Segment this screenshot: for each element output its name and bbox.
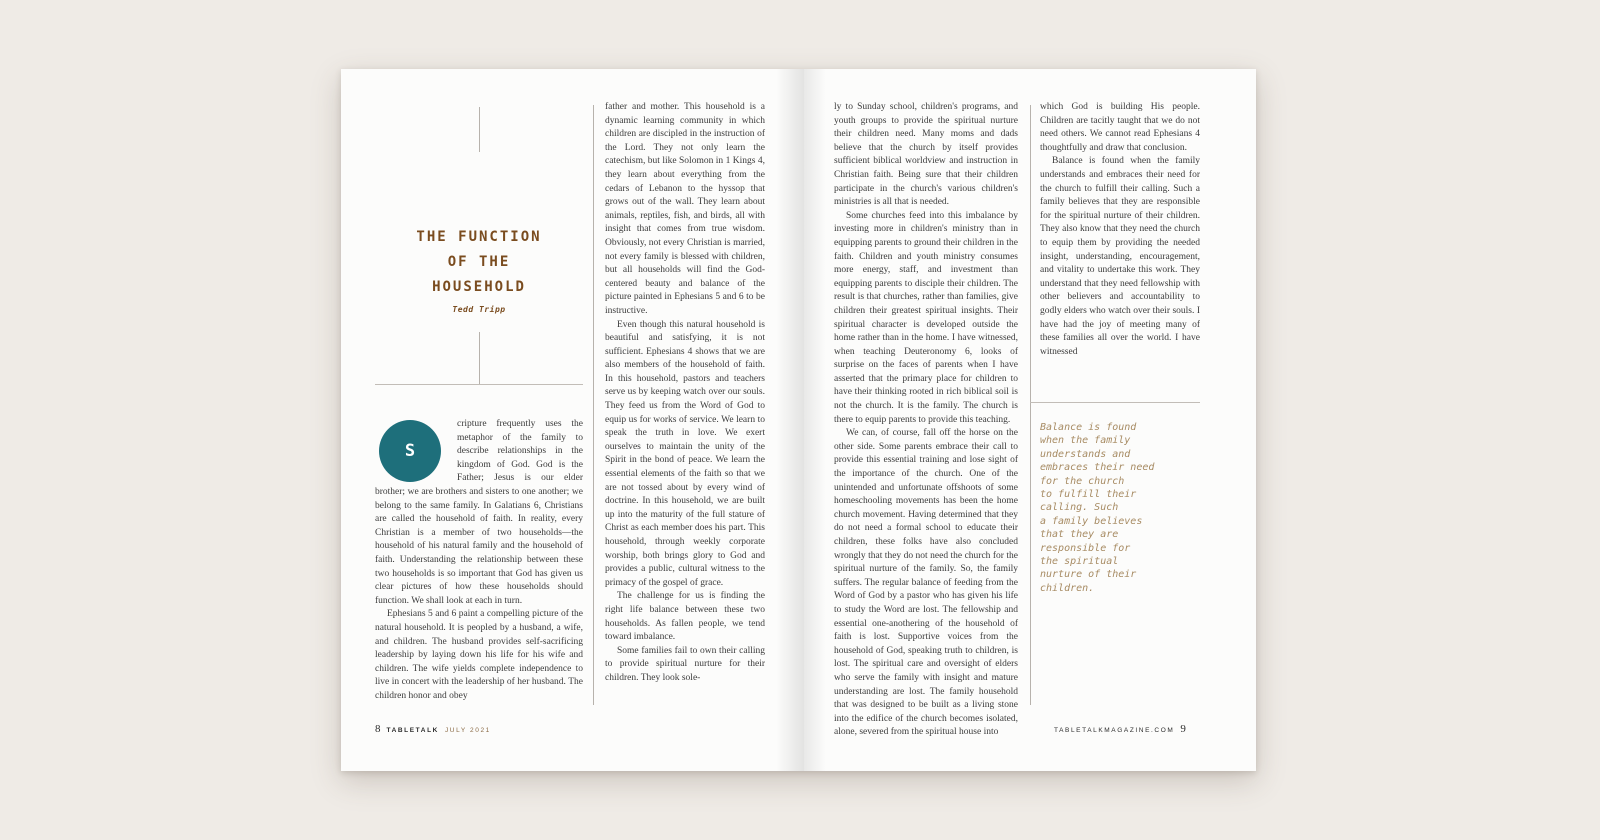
col2-paragraph: Even though this natural household is beautiful and satisfying, it is not sufficient. Ephesians 4 shows that we are also members of the household of faith. In this household, pastors and teachers serve us by keeping watch over our souls. They feed us from the Word of God to equip us for works of service. We learn to speak the truth in love. We exert ourselves to maintain the unity of the Spirit in the bond of peace. We learn the essential elements of the faith so that we are not tossed about by every wind of doctrine. In this household, we are built up into the maturity of the full stature of Christ as each member does his part. This household, through weekly corporate worship, both brings glory to God and provides a public, cultural witness to the primacy of the gospel of grace. — [605, 319, 765, 588]
folio-brand: TABLETALK — [386, 727, 439, 734]
title-line-2: OF THE — [447, 254, 511, 270]
drop-cap: S — [379, 420, 441, 482]
column-3 — [834, 101, 1018, 740]
left-folio — [375, 723, 491, 735]
col4-paragraph: Balance is found when the family understands and embraces their need for the church to fulfill their calling. Such a family believes that they are responsible for the spiritual nurture of their children. They also know that they need the church to equip them by providing the needed insight, understanding, encouragement, and vitality to undertake this work. They understand that they need fellowship with other believers and accountability to godly elders who watch over their souls. I have had the joy of meeting many of these families all over the world. I have witnessed — [1040, 156, 1200, 357]
right-page-number: 9 — [1180, 723, 1186, 735]
col1-paragraph: cripture frequently uses the metaphor of the family to describe relationships in the kingdom of God. God is the Father; Jesus is our elder brother; we are brothers and sisters to one another; we belong to the same family. In Galatians 6, Christians are called the household of faith. In reality, every Christian is a member of two households—the household of his natural family and the household of faith. Understanding the relationship between these two households is so important that God has given us clear pictures of how these households should function. We shall look at each in turn. — [375, 419, 583, 606]
column-4 — [1040, 101, 1200, 377]
title-block — [375, 99, 583, 386]
col3-paragraph: ly to Sunday school, children's programs, and youth groups to provide the spiritual nurture their children need. Many moms and dads believe that the church by itself provides sufficient biblical worldview and instruction in Christian faith. Being sure that their children participate in the church's various children's ministries is all that is needed. — [834, 102, 1018, 208]
right-folio — [1054, 723, 1186, 735]
col3-paragraph: Some churches feed into this imbalance by investing more in children's ministry than in equipping parents to ground their children in the faith. Children and youth ministry consumes more energy, staff, and investment than equipping parents to disciple their children. The result is that churches, rather than families, give children their greatest spiritual insights. Their spiritual character is developed outside the home rather than in the home. I have witnessed, when teaching Deuteronomy 6, looks of surprise on the faces of parents when I have asserted that the primary place for children to have their thinking rooted in rich biblical soil is not the church. It is the family. The church is there to equip parents to provide this teaching. — [834, 210, 1018, 425]
dropcap-spacer — [375, 418, 457, 484]
magazine-spread — [341, 69, 1256, 771]
title-line-1: THE FUNCTION — [416, 229, 542, 245]
column-1 — [375, 418, 583, 703]
column-rule — [593, 105, 594, 705]
folio-date: JULY 2021 — [444, 727, 491, 734]
col4-paragraph: which God is building His people. Children are tacitly taught that we do not need others. We cannot read Ephesians 4 thoughtfully and draw that conclusion. — [1040, 102, 1200, 153]
pullquote-divider — [1030, 402, 1200, 403]
pull-quote: Balance is found when the family understands and embraces their need for the church to fulfill their calling. Such a family believes that they are responsible for the spiritual nurture of their children. — [1040, 422, 1155, 594]
left-page-number: 8 — [375, 723, 381, 735]
article-title — [375, 225, 583, 300]
title-line-3: HOUSEHOLD — [432, 279, 526, 295]
col3-paragraph: We can, of course, fall off the horse on the other side. Some parents embrace their call to provide this essential training and lose sight of the importance of the church. One of the unintended and unfortunate offshoots of some homeschooling movements has been the home church movement. Having determined that they do not need a formal school to educate their children, these folks have also concluded wrongly that they do not need the church for the spiritual nurture of the family. So, the family suffers. The regular balance of feeding from the Word of God by a pastor who has given his life to study the Word are lost. The fellowship and essential one-anothering of the household of faith is lost. Supportive voices from the household of God, speaking truth to children, is lost. The spiritual care and oversight of elders who serve the family with insight and mature understanding are lost. The family household that was designed to be built as a living stone into the edifice of the church becomes isolated, alone, severed from the spiritual house into — [834, 428, 1018, 738]
left-page — [341, 69, 804, 771]
col2-paragraph: Some families fail to own their calling to provide spiritual nurture for their children. They look sole- — [605, 645, 765, 683]
title-divider — [375, 384, 583, 385]
col1-paragraph: Ephesians 5 and 6 paint a compelling picture of the natural household. It is peopled by a husband, a wife, and children. The husband provides self-sacrificing leadership by laying down his life for his wife and children. The wife yields complete independence to live in concert with the leadership of her husband. The children honor and obey — [375, 609, 583, 701]
col2-paragraph: father and mother. This household is a dynamic learning community in which children are discipled in the instruction of the Lord. They not only learn the catechism, but like Solomon in 1 Kings 4, they learn about everything from the cedars of Lebanon to the hyssop that grows out of the wall. They learn about animals, reptiles, fish, and birds, all with insight that comes from true wisdom. Obviously, not every Christian is married, not every family is blessed with children, but all households will find the God-centered beauty and balance of the picture painted in Ephesians 5 and 6 to be instructive. — [605, 102, 765, 316]
column-2 — [605, 101, 765, 686]
right-page — [804, 69, 1256, 771]
col2-paragraph: The challenge for us is finding the right life balance between these two households. As fallen people, we tend toward imbalance. — [605, 591, 765, 643]
folio-site: TABLETALKMAGAZINE.COM — [1054, 727, 1175, 734]
title-rule-top — [479, 107, 480, 152]
column-rule-right — [1030, 105, 1031, 705]
title-rule-bottom — [479, 332, 480, 385]
article-author: Tedd Tripp — [452, 305, 506, 314]
